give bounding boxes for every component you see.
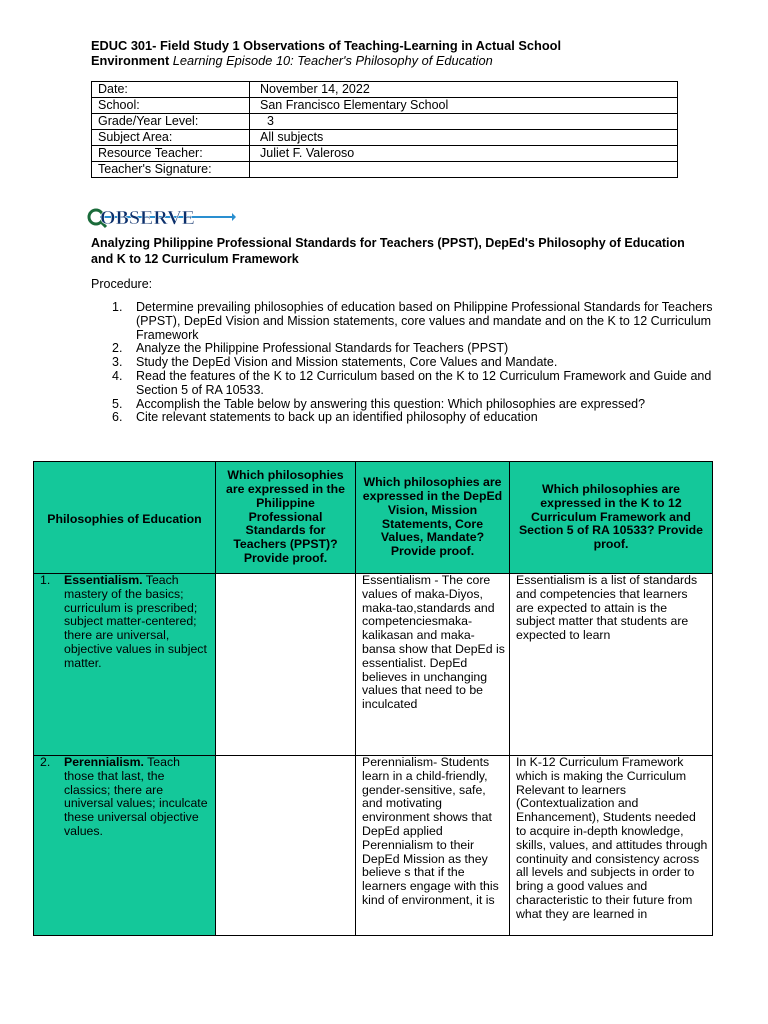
ppst-cell xyxy=(216,756,356,936)
table-header-row xyxy=(34,462,713,574)
observe-logo xyxy=(86,204,236,230)
signature-field xyxy=(250,162,678,178)
deped-cell: Essentialism - The core values of maka-Diyos, maka-tao,standards and competenciesmaka-kalikasan and maka-bansa show that DepEd is essentialist. DepEd believes in unchanging values that need to be inculcated xyxy=(356,574,510,756)
info-label: Subject Area: xyxy=(92,130,250,146)
deped-cell: Perennialism- Students learn in a child-friendly, gender-sensitive, safe, and motivating environment shows that DepEd applied Perennialism to their DepEd Mission as they believe s that if the learners engage with this kind of environment, it is xyxy=(356,756,510,936)
info-row-school xyxy=(92,98,678,114)
info-value: 3 xyxy=(250,114,678,130)
info-label: School: xyxy=(92,98,250,114)
procedure-steps xyxy=(91,301,731,425)
list-item: 1. Determine prevailing philosophies of education based on Philippine Professional Standards for Teachers (PPST), DepEd Vision and Mission statements, core values and mandate and on the K to 12 Curriculum Framework xyxy=(112,300,713,342)
column-header: Which philosophies are expressed in the DepEd Vision, Mission Statements, Core Values, Mandate? Provide proof. xyxy=(356,462,510,574)
info-value: San Francisco Elementary School xyxy=(250,98,678,114)
list-item: 2. Analyze the Philippine Professional Standards for Teachers (PPST) xyxy=(112,341,509,356)
table-row xyxy=(34,756,713,936)
ppst-cell xyxy=(216,574,356,756)
column-header: Which philosophies are expressed in the Philippine Professional Standards for Teachers (PPST)? Provide proof. xyxy=(216,462,356,574)
info-value: Juliet F. Valeroso xyxy=(250,146,678,162)
info-row-date xyxy=(92,82,678,98)
table-row xyxy=(34,574,713,756)
info-table xyxy=(91,81,678,178)
philosophy-cell: 2. Perennialism. Teach those that last, the classics; there are universal values; inculcate these universal objective values. xyxy=(34,756,216,936)
observe-logo-text: OBSERVE xyxy=(100,207,195,229)
section-title: Analyzing Philippine Professional Standards for Teachers (PPST), DepEd's Philosophy of Education and K to 12 Curriculum Framework xyxy=(91,236,685,266)
info-row-teacher xyxy=(92,146,678,162)
info-row-grade xyxy=(92,114,678,130)
info-label: Teacher's Signature: xyxy=(92,162,250,178)
philosophy-cell: 1. Essentialism. Teach mastery of the basics; curriculum is prescribed; subject matter-centered; there are universal, objective values in subject matter. xyxy=(34,574,216,756)
info-label: Date: xyxy=(92,82,250,98)
list-item: 6. Cite relevant statements to back up an identified philosophy of education xyxy=(112,410,538,425)
info-value: November 14, 2022 xyxy=(250,82,678,98)
episode-line: Environment Learning Episode 10: Teacher's Philosophy of Education xyxy=(91,53,493,68)
list-item: 3. Study the DepEd Vision and Mission statements, Core Values and Mandate. xyxy=(112,355,558,370)
list-item: 4. Read the features of the K to 12 Curriculum based on the K to 12 Curriculum Framework and Guide and Section 5 of RA 10533. xyxy=(112,368,712,397)
column-header: Which philosophies are expressed in the K to 12 Curriculum Framework and Section 5 of RA 10533? Provide proof. xyxy=(510,462,713,574)
info-value: All subjects xyxy=(250,130,678,146)
course-title: EDUC 301- Field Study 1 Observations of Teaching-Learning in Actual School xyxy=(91,38,562,53)
procedure-label: Procedure: xyxy=(91,277,153,291)
info-row-signature xyxy=(92,162,678,178)
document-header xyxy=(91,38,731,68)
info-label: Grade/Year Level: xyxy=(92,114,250,130)
philosophy-table xyxy=(33,461,713,936)
column-header: Philosophies of Education xyxy=(34,462,216,574)
info-row-subject xyxy=(92,130,678,146)
k12-cell: In K-12 Curriculum Framework which is making the Curriculum Relevant to learners (Contextualization and Enhancement), Students needed to acquire in-depth knowledge, skills, values, and attitudes through continuity and consistency across all levels and subjects in order to bring a good values and characteristic to their future from what they are learned in xyxy=(510,756,713,936)
info-label: Resource Teacher: xyxy=(92,146,250,162)
k12-cell: Essentialism is a list of standards and competencies that learners are expected to attain is the subject matter that students are expected to learn xyxy=(510,574,713,756)
list-item: 5. Accomplish the Table below by answering this question: Which philosophies are expressed? xyxy=(112,396,646,411)
